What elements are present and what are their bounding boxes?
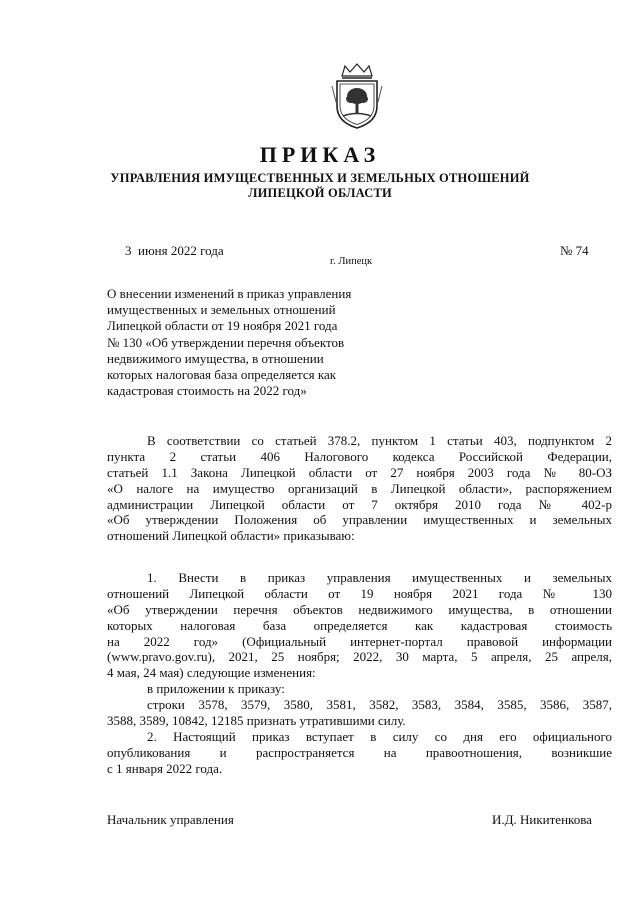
- document-city: г. Липецк: [330, 256, 373, 267]
- document-subject: [107, 286, 407, 399]
- document-number: № 74: [560, 243, 589, 258]
- document-date: 3 июня 2022 года: [125, 243, 224, 258]
- clause-line: опубликования и распространяется на правоотношения, возникшие: [107, 744, 612, 760]
- subject-line: № 130 «Об утверждении перечня объектов: [107, 334, 345, 350]
- paragraph-line: администрации Липецкой области от 7 октября 2010 года № 402-р: [107, 496, 612, 512]
- clause-line: (www.pravo.gov.ru), 2021, 25 ноября; 2022, 30 марта, 5 апреля, 25 апреля,: [107, 649, 612, 665]
- clause-line: 3588, 3589, 10842, 12185 признать утратившими силу.: [107, 713, 406, 729]
- coat-of-arms-emblem: [328, 62, 386, 130]
- clause-line: строки 3578, 3579, 3580, 3581, 3582, 3583, 3584, 3585, 3586, 3587,: [147, 697, 612, 713]
- organization-name-line-2: ЛИПЕЦКОЙ ОБЛАСТИ: [248, 186, 392, 200]
- paragraph-line: «О налоге на имущество организаций в Липецкой области», распоряжением: [107, 480, 612, 496]
- clause-line: 4 мая, 24 мая) следующие изменения:: [107, 665, 316, 681]
- document-title: ПРИКАЗ: [259, 142, 381, 167]
- clause-line: отношений Липецкой области от 19 ноября 2021 года № 130: [107, 585, 612, 601]
- clause-line: в приложении к приказу:: [147, 681, 285, 697]
- clause-line: на 2022 год» (Официальный интернет-портал правовой информации: [107, 633, 612, 649]
- preamble-paragraph: [107, 433, 612, 544]
- subject-line: О внесении изменений в приказ управления: [107, 286, 352, 301]
- paragraph-line: «Об утверждении Положения об управлении имущественных и земельных: [107, 512, 612, 528]
- order-clauses: [107, 570, 612, 777]
- paragraph-line: отношений Липецкой области» приказываю:: [107, 528, 355, 544]
- subject-line: недвижимого имущества, в отношении: [107, 350, 324, 366]
- subject-line: кадастровая стоимость на 2022 год»: [107, 383, 307, 399]
- clause-line: «Об утверждении перечня объектов недвижимого имущества, в отношении: [107, 601, 612, 617]
- signer-name: И.Д. Никитенкова: [492, 812, 592, 827]
- clause-line: 1. Внести в приказ управления имущественных и земельных: [147, 570, 612, 585]
- organization-name-line-1: УПРАВЛЕНИЯ ИМУЩЕСТВЕННЫХ И ЗЕМЕЛЬНЫХ ОТНОШЕНИЙ: [110, 171, 530, 185]
- paragraph-line: статьей 1.1 Закона Липецкой области от 27 ноября 2003 года № 80-ОЗ: [107, 464, 612, 480]
- subject-line: Липецкой области от 19 ноября 2021 года: [107, 318, 338, 334]
- subject-line: которых налоговая база определяется как: [107, 367, 337, 383]
- signer-position: Начальник управления: [107, 812, 234, 827]
- paragraph-line: В соответствии со статьей 378.2, пунктом 1 статьи 403, подпунктом 2: [147, 433, 612, 448]
- clause-line: с 1 января 2022 года.: [107, 760, 223, 776]
- clause-line: которых налоговая база определяется как кадастровая стоимость: [107, 617, 612, 633]
- subject-line: имущественных и земельных отношений: [107, 302, 336, 318]
- clause-line: 2. Настоящий приказ вступает в силу со дня его официального: [147, 728, 612, 744]
- paragraph-line: пункта 2 статьи 406 Налогового кодекса Российской Федерации,: [107, 448, 612, 464]
